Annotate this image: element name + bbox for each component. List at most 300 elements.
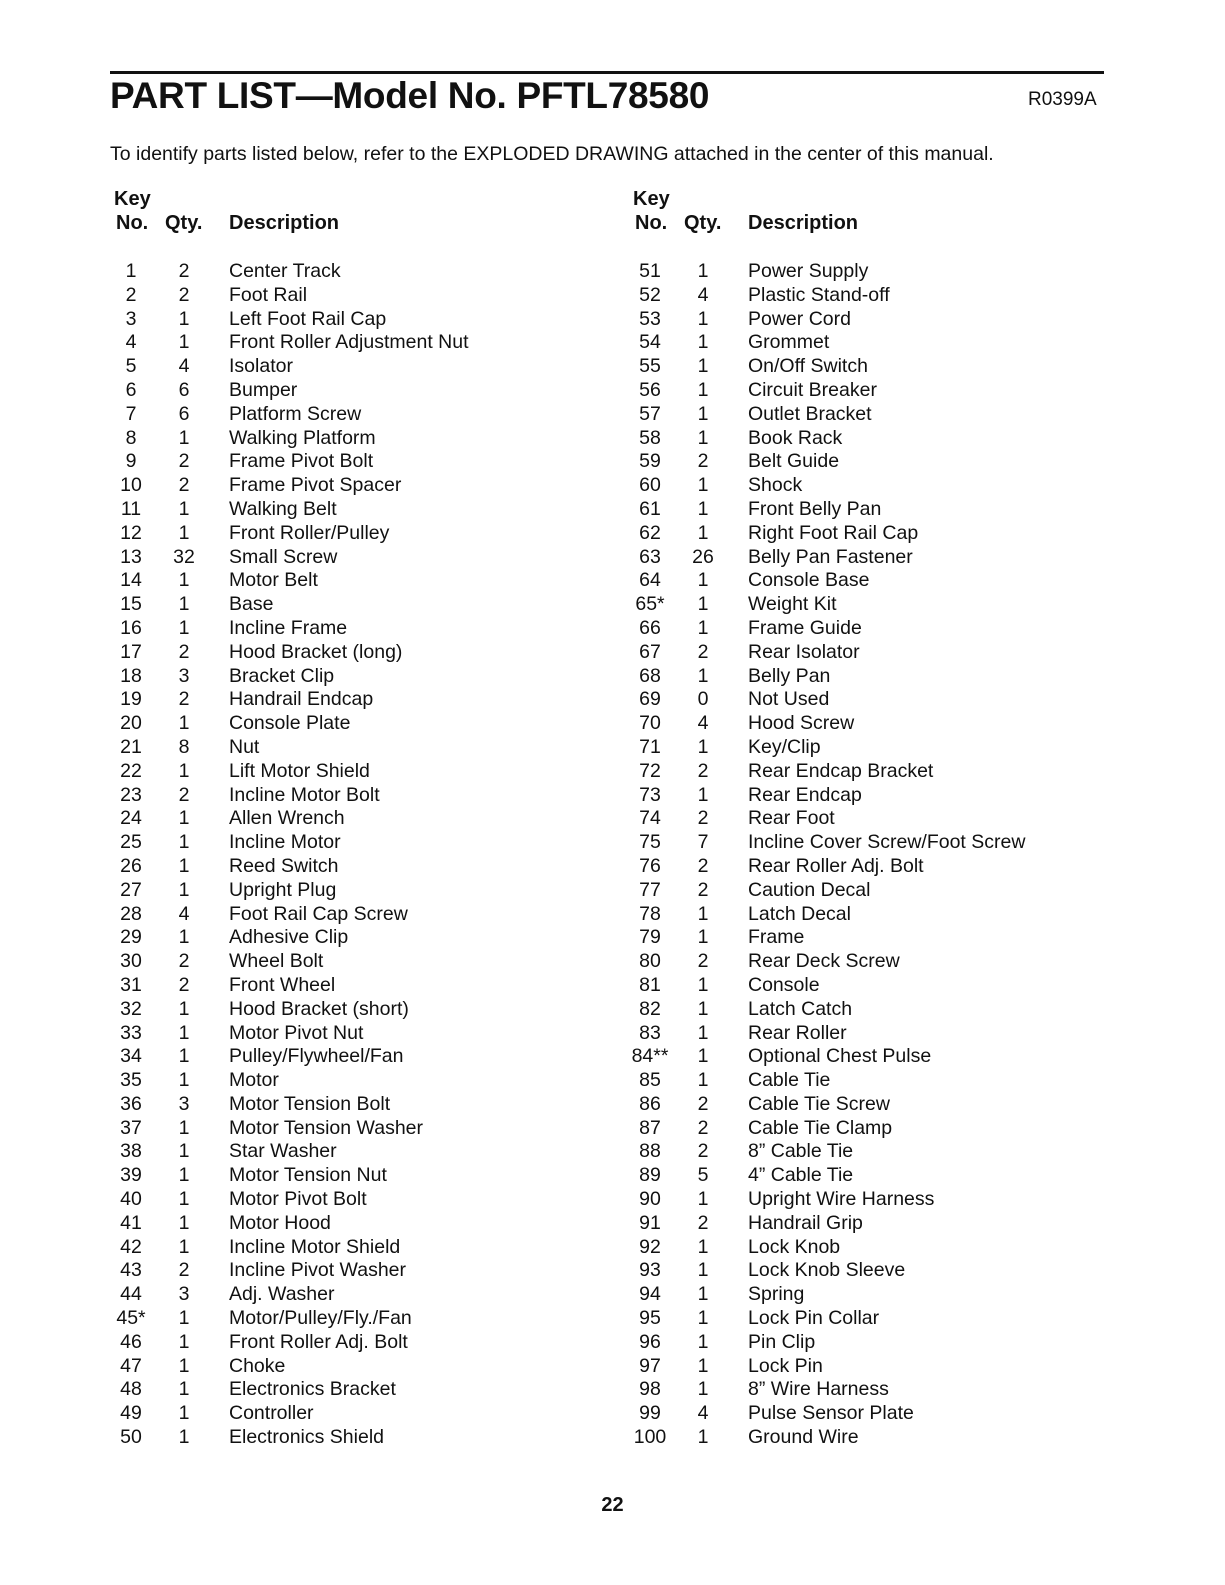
part-key-number: 75 [639, 831, 661, 854]
part-key-number: 97 [639, 1354, 661, 1377]
part-quantity: 1 [697, 997, 709, 1020]
part-quantity: 1 [178, 1354, 190, 1377]
part-quantity: 1 [178, 1116, 190, 1139]
part-quantity: 2 [178, 474, 190, 497]
part-quantity: 2 [697, 878, 709, 901]
part-quantity: 2 [697, 807, 709, 830]
part-description: Motor Pivot Nut [229, 1021, 364, 1044]
part-quantity: 4 [178, 902, 190, 925]
part-key-number: 21 [120, 735, 142, 758]
part-quantity: 32 [173, 545, 195, 568]
part-quantity: 1 [178, 569, 190, 592]
part-key-number: 7 [125, 402, 137, 425]
part-key-number: 24 [120, 807, 142, 830]
part-key-number: 14 [120, 569, 142, 592]
part-key-number: 79 [639, 926, 661, 949]
part-quantity: 1 [697, 474, 709, 497]
part-description: Incline Motor Bolt [229, 783, 380, 806]
part-key-number: 77 [639, 878, 661, 901]
part-description: On/Off Switch [748, 355, 868, 378]
part-key-number: 37 [120, 1116, 142, 1139]
part-quantity: 1 [178, 1140, 190, 1163]
part-key-number: 78 [639, 902, 661, 925]
part-quantity: 1 [697, 355, 709, 378]
part-description: Incline Frame [229, 616, 348, 639]
part-quantity: 1 [697, 1069, 709, 1092]
part-key-number: 20 [120, 712, 142, 735]
part-quantity: 1 [178, 712, 190, 735]
part-description: Lock Knob Sleeve [748, 1259, 906, 1282]
page-number: 22 [601, 1494, 624, 1516]
part-key-number: 13 [120, 545, 142, 568]
part-key-number: 46 [120, 1330, 142, 1353]
part-key-number: 62 [639, 521, 661, 544]
part-description: Lock Pin Collar [748, 1307, 880, 1330]
part-description: Rear Roller Adj. Bolt [748, 854, 924, 877]
part-quantity: 1 [178, 1307, 190, 1330]
part-quantity: 1 [178, 616, 190, 639]
part-description: Isolator [229, 355, 293, 378]
part-key-number: 29 [120, 926, 142, 949]
part-key-number: 33 [120, 1021, 142, 1044]
part-quantity: 1 [697, 378, 709, 401]
part-key-number: 30 [120, 950, 142, 973]
part-description: Motor [229, 1069, 279, 1092]
part-key-number: 34 [120, 1045, 142, 1068]
header-description: Description [748, 212, 859, 234]
part-key-number: 16 [120, 616, 142, 639]
part-description: Front Roller/Pulley [229, 521, 390, 544]
header-qty: Qty. [165, 212, 203, 234]
part-quantity: 2 [697, 640, 709, 663]
part-key-number: 86 [639, 1092, 661, 1115]
part-quantity: 5 [697, 1164, 709, 1187]
part-key-number: 17 [120, 640, 142, 663]
part-quantity: 2 [697, 1116, 709, 1139]
part-description: Front Wheel [229, 973, 336, 996]
part-quantity: 2 [178, 950, 190, 973]
part-key-number: 58 [639, 426, 661, 449]
part-description: Walking Belt [229, 497, 337, 520]
part-quantity: 1 [697, 497, 709, 520]
part-quantity: 1 [178, 426, 190, 449]
part-key-number: 64 [639, 569, 661, 592]
part-key-number: 84** [631, 1045, 669, 1068]
part-quantity: 2 [178, 450, 190, 473]
part-quantity: 3 [178, 664, 190, 687]
part-quantity: 1 [697, 569, 709, 592]
part-description: Outlet Bracket [748, 402, 872, 425]
part-quantity: 1 [178, 331, 190, 354]
part-key-number: 96 [639, 1330, 661, 1353]
part-description: Allen Wrench [229, 807, 345, 830]
part-key-number: 89 [639, 1164, 661, 1187]
header-key-line1: Key [633, 188, 670, 210]
part-description: Choke [229, 1354, 286, 1377]
part-description: Hood Bracket (long) [229, 640, 403, 663]
part-key-number: 57 [639, 402, 661, 425]
part-quantity: 2 [697, 450, 709, 473]
part-key-number: 8 [125, 426, 137, 449]
part-key-number: 40 [120, 1188, 142, 1211]
part-description: Latch Decal [748, 902, 851, 925]
part-description: Front Belly Pan [748, 497, 882, 520]
part-description: Wheel Bolt [229, 950, 324, 973]
part-quantity: 1 [697, 1021, 709, 1044]
part-description: Rear Endcap Bracket [748, 759, 934, 782]
part-description: Center Track [229, 260, 341, 282]
part-description: Bumper [229, 378, 298, 401]
part-key-number: 80 [639, 950, 661, 973]
part-description: Shock [748, 474, 803, 497]
part-description: Bracket Clip [229, 664, 335, 687]
part-key-number: 65* [635, 593, 665, 616]
part-key-number: 31 [120, 973, 142, 996]
part-quantity: 1 [178, 521, 190, 544]
part-key-number: 38 [120, 1140, 142, 1163]
part-quantity: 1 [697, 735, 709, 758]
part-key-number: 19 [120, 688, 142, 711]
part-quantity: 2 [697, 1092, 709, 1115]
part-quantity: 1 [697, 1235, 709, 1258]
part-key-number: 53 [639, 307, 661, 330]
part-key-number: 9 [125, 450, 137, 473]
part-quantity: 1 [178, 878, 190, 901]
part-description: Motor Hood [229, 1211, 331, 1234]
part-key-number: 28 [120, 902, 142, 925]
part-quantity: 1 [697, 1188, 709, 1211]
part-key-number: 88 [639, 1140, 661, 1163]
part-key-number: 74 [639, 807, 661, 830]
part-key-number: 5 [125, 355, 137, 378]
part-quantity: 7 [697, 831, 709, 854]
part-key-number: 26 [120, 854, 142, 877]
part-description: Power Cord [748, 307, 851, 330]
part-description: Frame Pivot Spacer [229, 474, 402, 497]
part-key-number: 70 [639, 712, 661, 735]
part-quantity: 0 [697, 688, 709, 711]
part-key-number: 82 [639, 997, 661, 1020]
part-description: Cable Tie Clamp [748, 1116, 893, 1139]
part-description: Latch Catch [748, 997, 853, 1020]
part-description: 8” Wire Harness [748, 1378, 889, 1401]
part-key-number: 44 [120, 1283, 142, 1306]
part-key-number: 52 [639, 283, 661, 306]
part-quantity: 1 [178, 1211, 190, 1234]
part-description: Motor Belt [229, 569, 318, 592]
part-key-number: 98 [639, 1378, 661, 1401]
part-quantity: 1 [178, 807, 190, 830]
part-quantity: 3 [178, 1283, 190, 1306]
part-description: Motor/Pulley/Fly./Fan [229, 1307, 412, 1330]
header-key-line1: Key [114, 188, 151, 210]
part-description: Handrail Grip [748, 1211, 863, 1234]
part-description: Key/Clip [748, 735, 821, 758]
part-quantity: 1 [697, 426, 709, 449]
part-description: Front Roller Adj. Bolt [229, 1330, 408, 1353]
part-description: Rear Foot [748, 807, 835, 830]
part-key-number: 92 [639, 1235, 661, 1258]
part-description: Frame Guide [748, 616, 862, 639]
part-description: Incline Motor Shield [229, 1235, 401, 1258]
part-key-number: 63 [639, 545, 661, 568]
part-description: Lift Motor Shield [229, 759, 370, 782]
part-key-number: 81 [639, 973, 661, 996]
part-description: Motor Tension Nut [229, 1164, 387, 1187]
part-description: Lock Pin [748, 1354, 823, 1377]
part-description: Motor Tension Bolt [229, 1092, 391, 1115]
part-quantity: 1 [178, 307, 190, 330]
part-key-number: 50 [120, 1426, 142, 1449]
part-quantity: 1 [697, 1259, 709, 1282]
part-quantity: 1 [697, 1330, 709, 1353]
part-key-number: 93 [639, 1259, 661, 1282]
part-description: Pin Clip [748, 1330, 816, 1353]
part-quantity: 1 [178, 831, 190, 854]
part-key-number: 100 [633, 1426, 667, 1449]
part-quantity: 1 [697, 1307, 709, 1330]
part-key-number: 12 [120, 521, 142, 544]
intro-text: To identify parts listed below, refer to the EXPLODED DRAWING attached in the center of this manual. [110, 143, 994, 165]
part-description: Frame [748, 926, 805, 949]
part-quantity: 4 [697, 283, 709, 306]
header-qty: Qty. [684, 212, 722, 234]
part-key-number: 91 [639, 1211, 661, 1234]
part-description: Electronics Bracket [229, 1378, 396, 1401]
part-description: Upright Plug [229, 878, 337, 901]
part-description: Foot Rail [229, 283, 308, 306]
part-key-number: 85 [639, 1069, 661, 1092]
part-key-number: 22 [120, 759, 142, 782]
part-key-number: 95 [639, 1307, 661, 1330]
part-description: Hood Bracket (short) [229, 997, 409, 1020]
part-description: Plastic Stand-off [748, 283, 890, 306]
part-quantity: 1 [178, 1069, 190, 1092]
part-key-number: 71 [639, 735, 661, 758]
part-description: Console Plate [229, 712, 351, 735]
part-key-number: 67 [639, 640, 661, 663]
part-description: Reed Switch [229, 854, 339, 877]
part-key-number: 69 [639, 688, 661, 711]
part-quantity: 6 [178, 378, 190, 401]
part-description: Circuit Breaker [748, 378, 877, 401]
part-key-number: 51 [639, 260, 661, 282]
part-description: Walking Platform [229, 426, 376, 449]
part-description: Upright Wire Harness [748, 1188, 935, 1211]
part-description: Book Rack [748, 426, 843, 449]
part-description: 8” Cable Tie [748, 1140, 854, 1163]
part-key-number: 4 [125, 331, 137, 354]
part-quantity: 1 [697, 1354, 709, 1377]
part-quantity: 1 [178, 1330, 190, 1353]
part-quantity: 4 [697, 712, 709, 735]
part-quantity: 1 [178, 759, 190, 782]
part-quantity: 6 [178, 402, 190, 425]
part-quantity: 1 [178, 1021, 190, 1044]
part-description: Spring [748, 1283, 805, 1306]
part-key-number: 99 [639, 1402, 661, 1425]
part-quantity: 1 [697, 616, 709, 639]
part-quantity: 2 [697, 1211, 709, 1234]
part-quantity: 1 [697, 402, 709, 425]
part-description: Left Foot Rail Cap [229, 307, 387, 330]
part-description: Rear Roller [748, 1021, 847, 1044]
part-key-number: 35 [120, 1069, 142, 1092]
part-key-number: 32 [120, 997, 142, 1020]
part-key-number: 43 [120, 1259, 142, 1282]
header-key-line2: No. [116, 212, 149, 234]
part-quantity: 1 [697, 1426, 709, 1449]
document-code: R0399A [1028, 89, 1097, 110]
part-key-number: 59 [639, 450, 661, 473]
part-description: Console Base [748, 569, 870, 592]
part-quantity: 26 [692, 545, 714, 568]
part-quantity: 2 [697, 1140, 709, 1163]
part-key-number: 54 [639, 331, 661, 354]
part-key-number: 41 [120, 1211, 142, 1234]
header-description: Description [229, 212, 340, 234]
part-key-number: 3 [125, 307, 137, 330]
part-key-number: 25 [120, 831, 142, 854]
part-key-number: 87 [639, 1116, 661, 1139]
part-quantity: 1 [697, 926, 709, 949]
part-description: Belt Guide [748, 450, 840, 473]
part-description: Incline Motor [229, 831, 341, 854]
part-key-number: 73 [639, 783, 661, 806]
part-key-number: 66 [639, 616, 661, 639]
part-quantity: 2 [178, 640, 190, 663]
part-quantity: 3 [178, 1092, 190, 1115]
part-quantity: 1 [697, 1378, 709, 1401]
part-quantity: 1 [697, 973, 709, 996]
part-description: Adhesive Clip [229, 926, 349, 949]
part-quantity: 1 [178, 854, 190, 877]
part-description: Pulley/Flywheel/Fan [229, 1045, 404, 1068]
part-key-number: 23 [120, 783, 142, 806]
part-key-number: 39 [120, 1164, 142, 1187]
part-description: Incline Pivot Washer [229, 1259, 407, 1282]
part-key-number: 90 [639, 1188, 661, 1211]
part-key-number: 55 [639, 355, 661, 378]
part-quantity: 1 [178, 1164, 190, 1187]
part-description: Platform Screw [229, 402, 362, 425]
part-description: Rear Endcap [748, 783, 862, 806]
part-description: Motor Tension Washer [229, 1116, 424, 1139]
part-quantity: 2 [697, 950, 709, 973]
part-quantity: 1 [697, 260, 709, 282]
part-description: Incline Cover Screw/Foot Screw [748, 831, 1026, 854]
part-description: Belly Pan Fastener [748, 545, 913, 568]
part-key-number: 47 [120, 1354, 142, 1377]
part-description: Foot Rail Cap Screw [229, 902, 408, 925]
part-key-number: 60 [639, 474, 661, 497]
part-description: Small Screw [229, 545, 338, 568]
part-quantity: 1 [697, 593, 709, 616]
part-quantity: 1 [697, 307, 709, 330]
part-description: Not Used [748, 688, 830, 711]
part-description: Pulse Sensor Plate [748, 1402, 914, 1425]
part-description: 4” Cable Tie [748, 1164, 854, 1187]
part-quantity: 2 [178, 688, 190, 711]
part-description: Hood Screw [748, 712, 855, 735]
part-quantity: 1 [697, 1283, 709, 1306]
part-quantity: 2 [178, 973, 190, 996]
part-description: Ground Wire [748, 1426, 859, 1449]
part-quantity: 1 [178, 1402, 190, 1425]
part-quantity: 1 [697, 783, 709, 806]
part-description: Controller [229, 1402, 314, 1425]
part-key-number: 36 [120, 1092, 142, 1115]
part-key-number: 45* [116, 1307, 146, 1330]
part-quantity: 2 [178, 260, 190, 282]
part-description: Right Foot Rail Cap [748, 521, 919, 544]
part-quantity: 2 [178, 1259, 190, 1282]
part-description: Motor Pivot Bolt [229, 1188, 367, 1211]
part-description: Lock Knob [748, 1235, 841, 1258]
part-description: Handrail Endcap [229, 688, 374, 711]
part-quantity: 4 [697, 1402, 709, 1425]
part-description: Star Washer [229, 1140, 337, 1163]
part-key-number: 27 [120, 878, 142, 901]
part-quantity: 1 [178, 497, 190, 520]
header-key-line2: No. [635, 212, 668, 234]
part-key-number: 6 [125, 378, 137, 401]
part-key-number: 18 [120, 664, 142, 687]
part-quantity: 1 [697, 331, 709, 354]
part-description: Electronics Shield [229, 1426, 384, 1449]
part-key-number: 56 [639, 378, 661, 401]
part-quantity: 1 [178, 926, 190, 949]
part-key-number: 72 [639, 759, 661, 782]
part-quantity: 1 [697, 1045, 709, 1068]
part-quantity: 1 [178, 997, 190, 1020]
part-key-number: 10 [120, 474, 142, 497]
part-description: Weight Kit [748, 593, 837, 616]
part-quantity: 2 [697, 854, 709, 877]
part-description: Front Roller Adjustment Nut [229, 331, 469, 354]
part-key-number: 76 [639, 854, 661, 877]
part-quantity: 1 [697, 664, 709, 687]
part-quantity: 2 [178, 283, 190, 306]
part-key-number: 61 [639, 497, 661, 520]
part-description: Nut [229, 735, 260, 758]
part-description: Cable Tie Screw [748, 1092, 890, 1115]
part-quantity: 8 [178, 735, 190, 758]
part-description: Base [229, 593, 274, 616]
part-description: Console [748, 973, 820, 996]
part-description: Frame Pivot Bolt [229, 450, 374, 473]
part-key-number: 49 [120, 1402, 142, 1425]
part-quantity: 1 [697, 521, 709, 544]
part-quantity: 4 [178, 355, 190, 378]
part-key-number: 42 [120, 1235, 142, 1258]
part-quantity: 1 [178, 1378, 190, 1401]
part-description: Grommet [748, 331, 830, 354]
part-description: Optional Chest Pulse [748, 1045, 932, 1068]
part-key-number: 94 [639, 1283, 661, 1306]
part-key-number: 11 [120, 497, 142, 520]
part-quantity: 2 [697, 759, 709, 782]
part-quantity: 1 [178, 593, 190, 616]
part-description: Cable Tie [748, 1069, 831, 1092]
part-quantity: 2 [178, 783, 190, 806]
part-description: Caution Decal [748, 878, 871, 901]
part-quantity: 1 [697, 902, 709, 925]
part-key-number: 83 [639, 1021, 661, 1044]
page-title: PART LIST—Model No. PFTL78580 [110, 75, 710, 116]
part-description: Belly Pan [748, 664, 831, 687]
part-key-number: 15 [120, 593, 142, 616]
